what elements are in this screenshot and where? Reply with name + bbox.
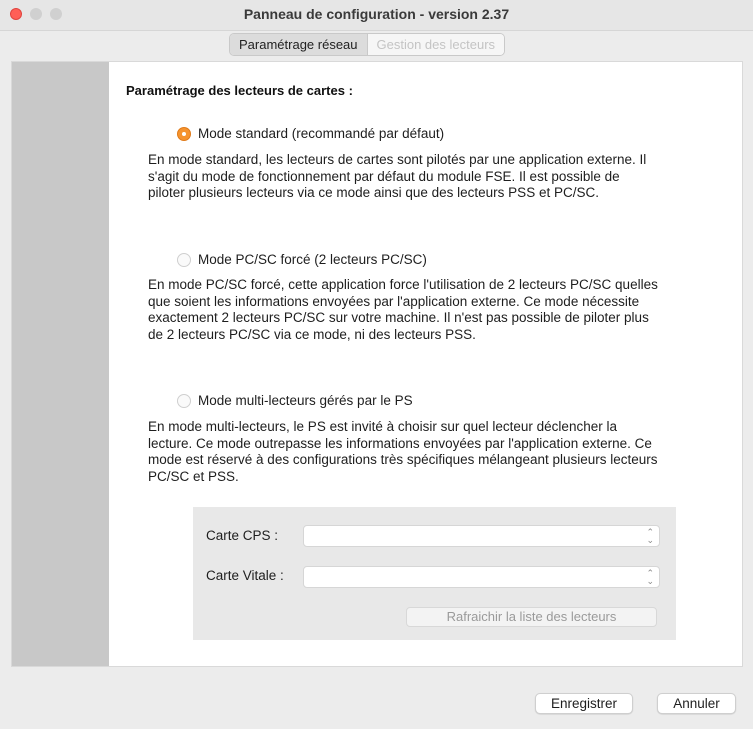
mode-pcsc-description: En mode PC/SC forcé, cette application force l'utilisation de 2 lecteurs PC/SC quelles que soient les informations envoyées par l'application externe. Ce mode nécessite exactement 2 lecteurs PC/SC sur votre machine. Il n'est pas possible de piloter plus de 2 lecteurs PC/SC via ce mode, ni des lecteurs PSS. [148,277,658,342]
cps-label: Carte CPS : [206,528,279,543]
tab-parametrage-reseau[interactable]: Paramétrage réseau [230,34,368,55]
mode-multi-description: En mode multi-lecteurs, le PS est invité à choisir sur quel lecteur déclencher la lecture. Ce mode outrepasse les informations envoyées par l'application externe. Ce mode est réservé à des configurations très spécifiques mélangeant plusieurs lecteurs PC/SC et PSS. [148,419,658,484]
radio-label[interactable]: Mode multi-lecteurs gérés par le PS [198,393,413,408]
save-button[interactable]: Enregistrer [535,693,633,714]
radio-mode-multi[interactable] [177,393,413,408]
panel-sidebar [12,62,109,666]
tab-gestion-lecteurs[interactable]: Gestion des lecteurs [368,34,505,55]
tab-bar [229,33,505,56]
section-title: Paramétrage des lecteurs de cartes : [126,83,353,98]
radio-checked-icon[interactable] [177,127,191,141]
radio-mode-standard[interactable] [177,126,444,141]
cps-reader-select[interactable] [303,525,660,547]
mode-standard-description: En mode standard, les lecteurs de cartes sont pilotés par une application externe. Il s'agit du mode de fonctionnement par défaut du module FSE. Il est possible de piloter plusieurs lecteurs via ce mode ainsi que des lecteurs PSS et PC/SC. [148,152,647,200]
up-down-chevron-icon: ⌃ ⌄ [646,568,654,586]
vitale-label: Carte Vitale : [206,568,284,583]
radio-label[interactable]: Mode standard (recommandé par défaut) [198,126,445,141]
title-bar [0,0,753,31]
up-down-chevron-icon: ⌃ ⌄ [646,527,654,545]
cancel-button[interactable]: Annuler [657,693,736,714]
window-title: Panneau de configuration - version 2.37 [243,6,510,22]
refresh-readers-button[interactable]: Rafraichir la liste des lecteurs [406,607,657,627]
radio-mode-pcsc[interactable] [177,252,427,267]
vitale-reader-select[interactable] [303,566,660,588]
settings-panel [11,61,743,667]
radio-unchecked-icon[interactable] [177,253,191,267]
radio-label[interactable]: Mode PC/SC forcé (2 lecteurs PC/SC) [198,252,427,267]
reader-selection-box [193,507,676,640]
radio-unchecked-icon[interactable] [177,394,191,408]
